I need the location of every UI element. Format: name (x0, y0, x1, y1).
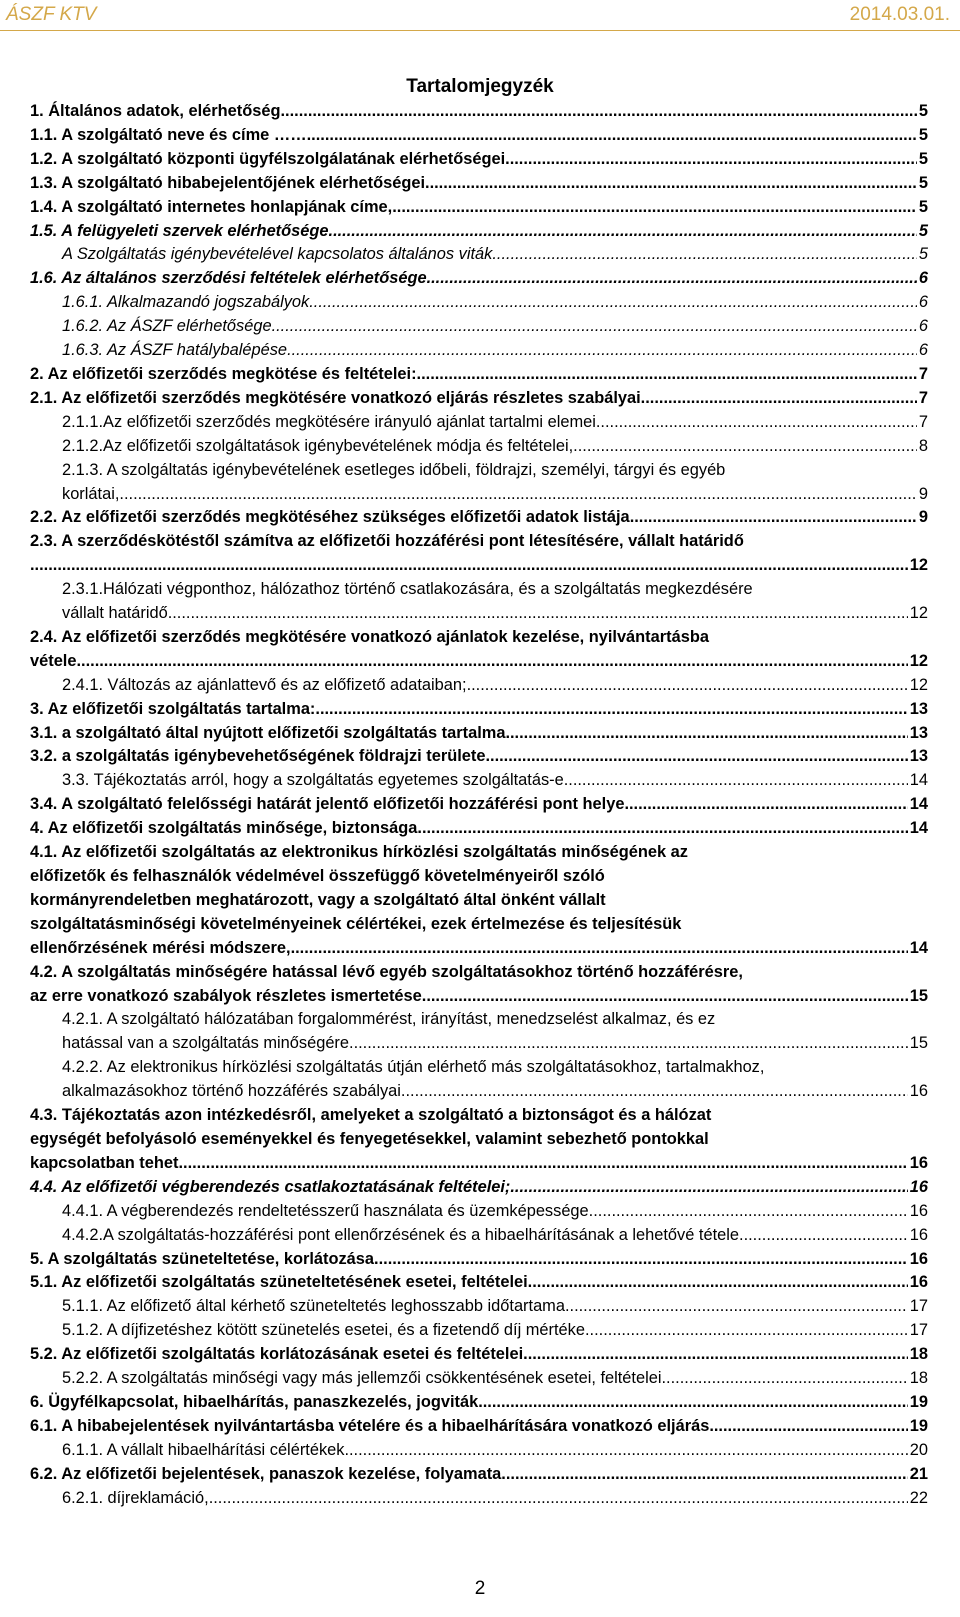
toc-entry[interactable] (30, 506, 928, 530)
toc-entry-text: 3. Az előfizetői szolgáltatás tartalma: (30, 699, 316, 718)
toc-page-number: 13 (909, 723, 928, 742)
toc-entry[interactable] (30, 817, 928, 841)
toc-page-number: 20 (909, 1440, 928, 1459)
toc-page-number: 12 (909, 556, 928, 575)
toc-leader-dots (739, 1224, 908, 1248)
toc-entry-text: kormányrendeletben meghatározott, vagy a szolgáltató által önként vállalt (30, 890, 606, 909)
toc-page-number: 17 (909, 1297, 928, 1316)
toc-page-number: 16 (909, 1201, 928, 1220)
toc-leader-dots (596, 411, 917, 435)
toc-entry-text: előfizetők és felhasználók védelmével összefüggő követelményeiről szóló (30, 867, 605, 885)
toc-entry-text: 1. Általános adatok, elérhetőség (30, 102, 281, 120)
toc-entry[interactable] (30, 1463, 928, 1487)
toc-leader-dots (417, 363, 917, 387)
toc-page-number: 14 (909, 795, 928, 814)
toc-leader-dots (344, 1439, 907, 1463)
toc-entry-text: 6. Ügyfélkapcsolat, hibaelhárítás, panaszkezelés, jogviták (30, 1392, 479, 1411)
toc-leader-dots (30, 554, 908, 578)
toc-leader-dots (523, 1343, 908, 1367)
toc-page-number: 6 (918, 317, 928, 336)
toc-entry[interactable] (30, 196, 928, 220)
toc-leader-dots (76, 650, 907, 674)
toc-entry[interactable] (30, 1224, 928, 1248)
toc-entry-text: 3.4. A szolgáltató felelősségi határát jelentő előfizetői hozzáférési pont helye (30, 795, 625, 814)
toc-entry[interactable] (30, 148, 928, 172)
toc-entry-text: 6.2.1. díjreklamáció, (62, 1488, 209, 1507)
toc-leader-dots (485, 745, 907, 769)
toc-entry-text: 2.1.3. A szolgáltatás igénybevételének esetleges időbeli, földrajzi, személyi, tárgyi és egyéb (62, 460, 726, 479)
toc-entry[interactable] (30, 793, 928, 817)
toc-entry[interactable] (30, 315, 928, 339)
toc-entry-text: egységét befolyásoló eseményekkel és fenyegetésekkel, valamint sebezhető pontokkal (30, 1129, 709, 1148)
toc-page-number: 14 (909, 938, 928, 957)
toc-entry-text: 1.6.3. Az ÁSZF hatálybalépése (62, 341, 288, 360)
toc-entry[interactable] (30, 578, 928, 626)
toc-entry[interactable] (30, 267, 928, 291)
toc-entry[interactable] (30, 1104, 928, 1176)
toc-page-number: 19 (909, 1392, 928, 1411)
toc-leader-dots (427, 267, 917, 291)
toc-entry-text: 2.2. Az előfizetői szerződés megkötéséhez szükséges előfizetői adatok listája (30, 508, 630, 527)
toc-entry[interactable] (30, 339, 928, 363)
toc-leader-dots (119, 483, 916, 507)
toc-entry-text: 4.4. Az előfizetői végberendezés csatlakoztatásának feltételei; (30, 1177, 511, 1196)
toc-page-number: 13 (909, 747, 928, 766)
toc-page-number: 6 (918, 293, 928, 312)
toc-leader-dots (528, 1271, 908, 1295)
toc-entry[interactable] (30, 243, 928, 267)
toc-title: Tartalomjegyzék (406, 76, 554, 97)
toc-entry-text: hatással van a szolgáltatás minőségére (62, 1034, 350, 1053)
toc-entry-text: 4.2.2. Az elektronikus hírközlési szolgáltatás útján elérhető más szolgáltatásokhoz, tartalmakhoz, (62, 1058, 765, 1077)
toc-leader-dots (589, 1200, 908, 1224)
toc-page-number: 21 (909, 1464, 928, 1483)
toc-leader-dots (505, 722, 907, 746)
toc-entry-text: 1.6. Az általános szerződési feltételek elérhetősége (30, 269, 427, 288)
toc-entry-text: 2.4.1. Változás az ajánlattevő és az előfizető adataiban; (62, 675, 467, 694)
toc-page-number: 5 (918, 125, 928, 144)
toc-leader-dots (478, 1391, 908, 1415)
toc-leader-dots (349, 1032, 908, 1056)
toc-entry-text: 2.3. A szerződéskötéstől számítva az előfizetői hozzáférési pont létesítésére, vállalt határidő (30, 532, 744, 551)
toc-entry-text: ellenőrzésének mérési módszere, (30, 938, 291, 957)
toc-entry-text: 4. Az előfizetői szolgáltatás minősége, biztonsága (30, 819, 418, 838)
toc-leader-dots (272, 315, 917, 339)
toc-leader-dots (425, 172, 917, 196)
toc-leader-dots (467, 674, 908, 698)
toc-entry[interactable] (30, 961, 928, 1009)
toc-entry[interactable] (30, 841, 928, 961)
toc-leader-dots (422, 985, 908, 1009)
toc-entry-text: 6.1. A hibabejelentések nyilvántartásba vételére és a hibaelhárítására vonatkozó eljárás (30, 1416, 710, 1435)
toc-leader-dots (401, 1080, 908, 1104)
toc-entry[interactable] (30, 530, 928, 578)
toc-entry-text: 5.1.1. Az előfizető által kérhető szüneteltetés leghosszabb időtartama (62, 1297, 565, 1316)
toc-entry-text: korlátai, (62, 484, 120, 503)
toc-entry-text: 4.3. Tájékoztatás azon intézkedésről, amelyeket a szolgáltató a biztonságot és a hálózat (30, 1106, 712, 1125)
toc-entry-text: 2.4. Az előfizetői szerződés megkötésére vonatkozó ajánlatok kezelése, nyilvántartásba (30, 627, 709, 646)
toc-leader-dots (178, 1152, 907, 1176)
toc-entry-text: 2.1. Az előfizetői szerződés megkötésére vonatkozó eljárás részletes szabályai (30, 388, 641, 407)
toc-leader-dots (624, 793, 907, 817)
toc-page-number: 8 (918, 436, 928, 455)
toc-entry-text: az erre vonatkozó szabályok részletes ismertetése (30, 986, 422, 1005)
page-number: 2 (474, 1578, 486, 1599)
toc-page-number: 5 (918, 245, 928, 264)
toc-leader-dots (565, 1295, 908, 1319)
toc-page-number: 17 (909, 1321, 928, 1340)
toc-entry[interactable] (30, 1248, 928, 1272)
toc-leader-dots (510, 1176, 907, 1200)
toc-entry[interactable] (30, 674, 928, 698)
toc-entry-text: 4.4.2.A szolgáltatás-hozzáférési pont ellenőrzésének és a hibaelhárításának a lehetővé tétele (62, 1225, 740, 1244)
toc-page-number: 16 (909, 1082, 928, 1101)
toc-entry[interactable] (30, 1271, 928, 1295)
toc-leader-dots (287, 339, 917, 363)
toc-leader-dots (392, 196, 917, 220)
toc-page-number: 7 (918, 412, 928, 431)
toc-entry[interactable] (30, 745, 928, 769)
toc-entry-text: 1.2. A szolgáltató központi ügyfélszolgálatának elérhetőségei (30, 149, 506, 168)
toc-entry[interactable] (30, 435, 928, 459)
toc-page-number: 9 (918, 508, 928, 527)
toc-leader-dots (417, 817, 907, 841)
toc-entry-text: 1.5. A felügyeleti szervek elérhetősége (30, 221, 329, 240)
toc-entry[interactable] (30, 459, 928, 507)
toc-entry-text: 1.1. A szolgáltató neve és címe …… (30, 125, 307, 144)
toc-page-number: 14 (909, 819, 928, 838)
toc-leader-dots (501, 1463, 907, 1487)
toc-entry-text: 2.1.2.Az előfizetői szolgáltatások igénybevételének módja és feltételei, (62, 436, 574, 455)
toc-entry-text: vétele (30, 651, 77, 670)
toc-page-number: 14 (909, 771, 928, 790)
toc-leader-dots (662, 1367, 908, 1391)
toc-entry[interactable] (30, 1008, 928, 1056)
toc-entry-text: 1.6.1. Alkalmazandó jogszabályok (62, 293, 310, 312)
toc-page-number: 15 (909, 986, 928, 1005)
toc-entry-text: 4.1. Az előfizetői szolgáltatás az elektronikus hírközlési szolgáltatás minőségének az (30, 843, 688, 862)
header-rule (0, 30, 960, 31)
toc-entry[interactable] (30, 124, 928, 148)
toc-page-number: 16 (909, 1273, 928, 1292)
toc-entry-text: 2.1.1.Az előfizetői szerződés megkötésére irányuló ajánlat tartalmi elemei (62, 412, 596, 431)
toc-entry[interactable] (30, 363, 928, 387)
toc-entry-text: 5.1. Az előfizetői szolgáltatás szüneteltetésének esetei, feltételei (30, 1273, 528, 1292)
toc-leader-dots (573, 435, 917, 459)
toc-page-number: 18 (909, 1369, 928, 1388)
toc-page-number: 5 (918, 221, 928, 240)
toc-entry[interactable] (30, 1176, 928, 1200)
toc-entry[interactable] (30, 1295, 928, 1319)
toc-entry-text: 1.6.2. Az ÁSZF elérhetősége (62, 317, 272, 336)
toc-leader-dots (641, 387, 917, 411)
toc-page-number: 13 (909, 699, 928, 718)
toc-page-number: 7 (918, 388, 928, 407)
toc-leader-dots (329, 220, 917, 244)
toc-leader-dots (309, 291, 917, 315)
toc-leader-dots (307, 124, 917, 148)
toc-entry-text: 2. Az előfizetői szerződés megkötése és feltételei: (30, 364, 417, 383)
toc-page-number: 16 (909, 1225, 928, 1244)
toc-entry[interactable] (30, 172, 928, 196)
toc-page-number: 5 (918, 149, 928, 168)
toc-leader-dots (281, 100, 917, 124)
toc-leader-dots (709, 1415, 907, 1439)
toc-page-number: 6 (918, 341, 928, 360)
toc-entry-text: 4.4.1. A végberendezés rendeltetésszerű használata és üzemképessége (62, 1201, 589, 1220)
toc-leader-dots (630, 506, 917, 530)
toc-leader-dots (374, 1248, 908, 1272)
toc-page-number: 7 (918, 364, 928, 383)
toc-leader-dots (492, 243, 917, 267)
toc-leader-dots (168, 602, 908, 626)
toc-entry[interactable] (30, 1415, 928, 1439)
toc-entry-text: 5. A szolgáltatás szüneteltetése, korlátozása (30, 1249, 375, 1268)
toc-entry[interactable] (30, 1367, 928, 1391)
toc-page-number: 22 (909, 1488, 928, 1507)
toc-entry[interactable] (30, 1487, 928, 1511)
toc-entry[interactable] (30, 1343, 928, 1367)
toc-leader-dots (291, 937, 908, 961)
toc-entry-text: 6.1.1. A vállalt hibaelhárítási célértékek (62, 1440, 345, 1459)
toc-page-number: 16 (909, 1153, 928, 1172)
toc-page-number: 12 (909, 651, 928, 670)
toc-leader-dots (585, 1319, 908, 1343)
toc-page-number: 6 (918, 269, 928, 288)
toc-entry[interactable] (30, 1439, 928, 1463)
toc-list (30, 100, 928, 1510)
toc-leader-dots (505, 148, 917, 172)
toc-page-number: 9 (918, 484, 928, 503)
header-date: 2014.03.01. (849, 4, 950, 25)
toc-entry-text: 3.2. a szolgáltatás igénybevehetőségének földrajzi területe (30, 747, 486, 766)
toc-entry-text: vállalt határidő (62, 604, 168, 623)
toc-leader-dots (315, 698, 907, 722)
toc-entry-text: 1.3. A szolgáltató hibabejelentőjének elérhetőségei (30, 173, 426, 192)
toc-page-number: 5 (918, 173, 928, 192)
toc-page-number: 15 (909, 1034, 928, 1053)
toc-entry-text: 4.2. A szolgáltatás minőségére hatással lévő egyéb szolgáltatásokhoz történő hozzáférésre, (30, 962, 743, 981)
toc-entry-text: 6.2. Az előfizetői bejelentések, panaszok kezelése, folyamata (30, 1464, 502, 1483)
toc-page-number: 12 (909, 604, 928, 623)
toc-page-number: 5 (918, 197, 928, 216)
toc-page-number: 12 (909, 675, 928, 694)
toc-entry-text: 3.1. a szolgáltató által nyújtott előfizetői szolgáltatás tartalma (30, 723, 506, 742)
toc-entry[interactable] (30, 1056, 928, 1104)
toc-entry-text: 5.2. Az előfizetői szolgáltatás korlátozásának esetei és feltételei (30, 1345, 524, 1364)
toc-entry-text: alkalmazásokhoz történő hozzáférés szabályai (62, 1082, 401, 1101)
toc-entry-text: 5.1.2. A díjfizetéshez kötött szünetelés esetei, és a fizetendő díj mértéke (62, 1321, 585, 1340)
toc-page-number: 18 (909, 1345, 928, 1364)
header-left: ÁSZF KTV (6, 4, 97, 25)
toc-leader-dots (564, 769, 908, 793)
toc-entry-text: 5.2.2. A szolgáltatás minőségi vagy más jellemzői csökkentésének esetei, feltételei (62, 1369, 662, 1388)
toc-entry[interactable] (30, 1391, 928, 1415)
toc-entry-text: A Szolgáltatás igénybevételével kapcsolatos általános viták (62, 245, 493, 264)
toc-page-number: 16 (909, 1249, 928, 1268)
toc-entry[interactable] (30, 626, 928, 674)
toc-entry-text: 1.4. A szolgáltató internetes honlapjának címe, (30, 197, 393, 216)
toc-page-number: 5 (918, 102, 928, 120)
toc-entry-text: 4.2.1. A szolgáltató hálózatában forgalommérést, irányítást, menedzselést alkalmaz, és ez (62, 1010, 716, 1029)
toc-entry[interactable] (30, 769, 928, 793)
toc-entry-text: 3.3. Tájékoztatás arról, hogy a szolgáltatás egyetemes szolgáltatás-e (62, 771, 564, 790)
toc-entry[interactable] (30, 722, 928, 746)
toc-entry[interactable] (30, 411, 928, 435)
toc-entry[interactable] (30, 1200, 928, 1224)
toc-entry[interactable] (30, 698, 928, 722)
toc-entry-text: kapcsolatban tehet (30, 1153, 179, 1172)
toc-entry[interactable] (30, 291, 928, 315)
toc-entry[interactable] (30, 387, 928, 411)
toc-entry[interactable] (30, 1319, 928, 1343)
toc-entry-text: szolgáltatásminőségi követelményeinek célértékei, ezek értelmezése és teljesítésük (30, 914, 682, 933)
toc-page-number: 16 (909, 1177, 928, 1196)
toc-entry-text: 2.3.1.Hálózati végponthoz, hálózathoz történő csatlakozására, és a szolgáltatás megkezdésére (62, 580, 753, 599)
toc-entry[interactable] (30, 220, 928, 244)
toc-entry[interactable] (30, 100, 928, 124)
toc-page-number: 19 (909, 1416, 928, 1435)
toc-leader-dots (209, 1487, 908, 1511)
